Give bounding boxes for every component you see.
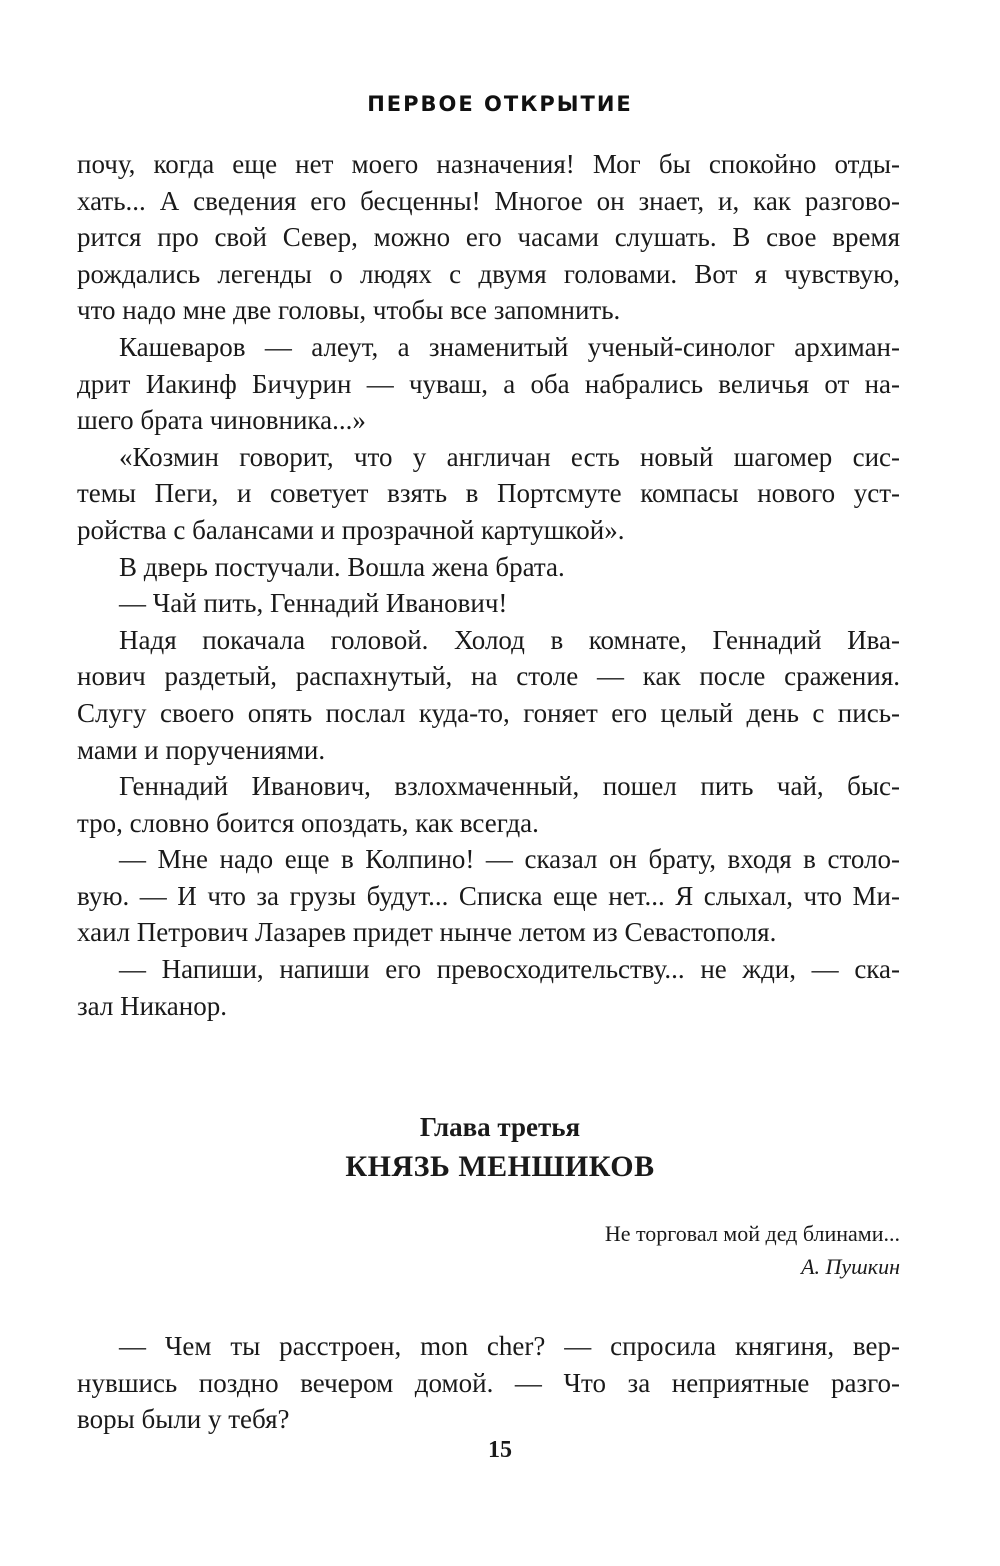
text-line: тро, словно боится опоздать, как всегда. [77, 807, 539, 838]
page-number: 15 [488, 1437, 512, 1463]
text-line: — Чай пить, Геннадий Иванович! [119, 588, 508, 619]
text-line: «Козмин говорит, что у англичан есть новый шагомер сис- [119, 441, 900, 472]
text-line: почу, когда еще нет моего назначения! Мог бы спокойно отды- [77, 149, 900, 179]
text-line: дрит Иакинф Бичурин — чуваш, а оба набрались величья от на- [77, 368, 900, 399]
body-text-continued [77, 1328, 900, 1438]
epigraph [605, 1217, 900, 1283]
text-line: воры были у тебя? [77, 1404, 290, 1435]
text-line: Геннадий Иванович, взлохмаченный, пошел пить чай, быс- [119, 771, 900, 802]
chapter-label: Глава третья [419, 1112, 581, 1142]
text-line: Слугу своего опять послал куда-то, гоняет его целый день с пись- [77, 697, 900, 728]
text-line: Надя покачала головой. Холод в комнате, Геннадий Ива- [119, 624, 900, 655]
text-line: В дверь постучали. Вошла жена брата. [119, 551, 565, 582]
text-line: шего брата чиновника...» [77, 405, 366, 436]
text-line: рождались легенды о людях с двумя головами. Вот я чувствую, [77, 258, 900, 289]
chapter-title: КНЯЗЬ МЕНШИКОВ [345, 1150, 655, 1183]
text-line: зал Никанор. [77, 990, 227, 1021]
text-line: вую. — И что за грузы будут... Списка еще нет... Я слыхал, что Ми- [77, 880, 900, 911]
text-line: — Чем ты расстроен, mon cher? — спросила княгиня, вер- [119, 1331, 900, 1361]
epigraph-text: Не торговал мой дед блинами... [604, 1221, 900, 1246]
text-line: рится про свой Север, можно его часами слушать. В свое время [77, 222, 900, 253]
text-line: нович раздетый, распахнутый, на столе — как после сражения. [77, 661, 900, 692]
text-line: темы Пеги, и советует взять в Портсмуте компасы нового уст- [77, 478, 900, 509]
epigraph-author: А. Пушкин [801, 1254, 900, 1279]
text-line: ройства с балансами и прозрачной картушкой». [77, 514, 625, 545]
text-line: хать... А сведения его бесценны! Многое он знает, и, как разгово- [77, 185, 900, 216]
running-head: ПЕРВОЕ ОТКРЫТИЕ [367, 92, 633, 116]
text-line: Кашеваров — алеут, а знаменитый ученый-синолог архиман- [119, 331, 900, 362]
text-line: — Напиши, напиши его превосходительству... не жди, — ска- [119, 954, 900, 985]
text-line: что надо мне две головы, чтобы все запомнить. [77, 295, 621, 326]
text-line: нувшись поздно вечером домой. — Что за неприятные разго- [77, 1367, 900, 1398]
text-line: хаил Петрович Лазарев придет нынче летом из Севастополя. [77, 917, 777, 948]
text-line: — Мне надо еще в Колпино! — сказал он брату, входя в столо- [119, 844, 900, 875]
text-line: мами и поручениями. [77, 734, 326, 765]
body-text [77, 146, 900, 1024]
